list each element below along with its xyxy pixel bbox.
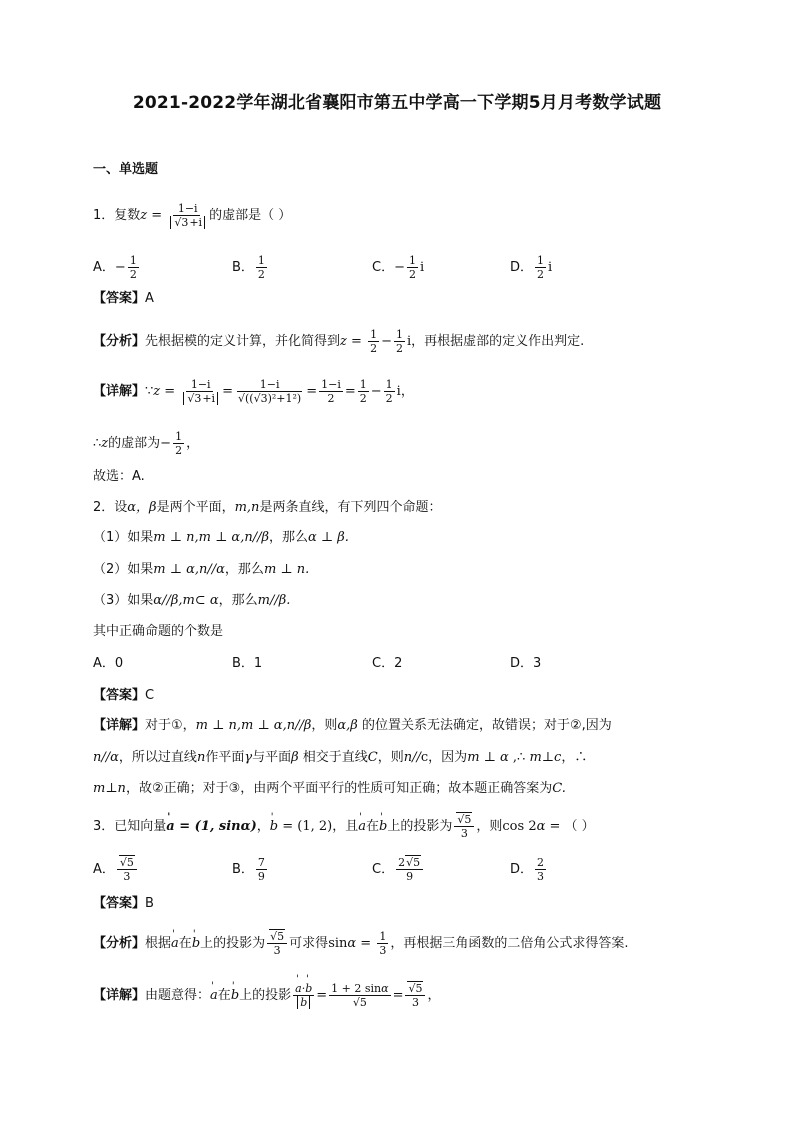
q3-detail: 【详解】由题意得：' a在' b上的投影 ' $\frac{a\cdot' b}{b}$ = $\frac{1 + 2 \sin\alpha}{√5}$ = $\frac{√5}{3}$ ， <box>93 982 441 1009</box>
q3-option-d: D． $\frac{2}{3}$ <box>510 856 545 883</box>
q3-stem: 3．已知向量' a = (1, sinα)，' b = (1, 2)，且' a在' b上的投影为 $\frac{√5}{3}$ ，则cos 2α = （ ） <box>93 813 595 840</box>
section-heading: 一、单选题 <box>93 162 159 177</box>
q2-detail-line-1: 【详解】对于①，m ⊥ n,m ⊥ α,n//β，则α,β 的位置关系无法确定，故错误；对于②,因为 <box>93 718 612 733</box>
q1-analysis: 【分析】先根据模的定义计算，并化简得到z = $\frac{1}{2}$ − $\frac{1}{2}$ i，再根据虚部的定义作出判定. <box>93 328 585 355</box>
q1-option-b: B． $\frac{1}{2}$ <box>232 254 265 281</box>
q2-proposition-2: （2）如果m ⊥ α,n//α，那么m ⊥ n. <box>93 562 310 577</box>
q2-detail-line-2: n//α，所以过直线n作平面γ与平面β 相交于直线C，则n//c，因为m ⊥ α ,∴ m⊥c，∴ <box>93 750 588 765</box>
q1-answer: 【答案】A <box>93 291 154 306</box>
q1-choose: 故选：A. <box>93 469 145 484</box>
q2-detail-line-3: m⊥n，故②正确；对于③，由两个平面平行的性质可知正确；故本题正确答案为C. <box>93 781 566 796</box>
q3-analysis: 【分析】根据' a在' b上的投影为 $\frac{√5}{3}$ 可求得sinα = $\frac{1}{3}$ ，再根据三角函数的二倍角公式求得答案. <box>93 930 628 957</box>
q1-option-c: C．− $\frac{1}{2}$ i <box>372 254 425 281</box>
q2-stem: 2．设α，β是两个平面，m,n是两条直线，有下列四个命题： <box>93 500 442 515</box>
q3-option-c: C． $\frac{2√5}{9}$ <box>372 856 425 883</box>
q2-answer: 【答案】C <box>93 688 155 703</box>
q1-option-d: D． $\frac{1}{2}$ i <box>510 254 553 281</box>
q2-option-d: D．3 <box>510 656 542 671</box>
q1-conclusion: ∴z的虚部为− $\frac{1}{2}$ ， <box>93 430 200 457</box>
q2-option-c: C．2 <box>372 656 403 671</box>
q2-proposition-1: （1）如果m ⊥ n,m ⊥ α,n//β，那么α ⊥ β. <box>93 530 349 545</box>
q3-option-b: B． $\frac{7}{9}$ <box>232 856 265 883</box>
q1-detail: 【详解】∵z = $\frac{1-i}{√3+i}$ = $\frac{1-i}{\text{√((√3)²+1²)}}$ = $\frac{1-i}{2}$ = $\frac{1}{2}$ − $\frac{1}{2}$ i， <box>93 378 414 405</box>
q3-answer: 【答案】B <box>93 896 154 911</box>
q3-option-a: A． $\frac{√5}{3}$ <box>93 856 139 883</box>
q2-proposition-3: （3）如果α//β,m⊂ α，那么m//β. <box>93 593 291 608</box>
q1-option-a: A．− $\frac{1}{2}$ <box>93 254 137 281</box>
q2-option-b: B．1 <box>232 656 263 671</box>
q2-question: 其中正确命题的个数是 <box>93 624 224 639</box>
q1-fraction: $\frac{1-i}{√3+i}$ <box>168 202 207 229</box>
page-title: 2021-2022学年湖北省襄阳市第五中学高一下学期5月月考数学试题 <box>132 93 662 113</box>
q2-option-a: A．0 <box>93 656 124 671</box>
q1-stem: 1．复数z = $\frac{1-i}{√3+i}$ 的虚部是（ ） <box>93 202 292 229</box>
